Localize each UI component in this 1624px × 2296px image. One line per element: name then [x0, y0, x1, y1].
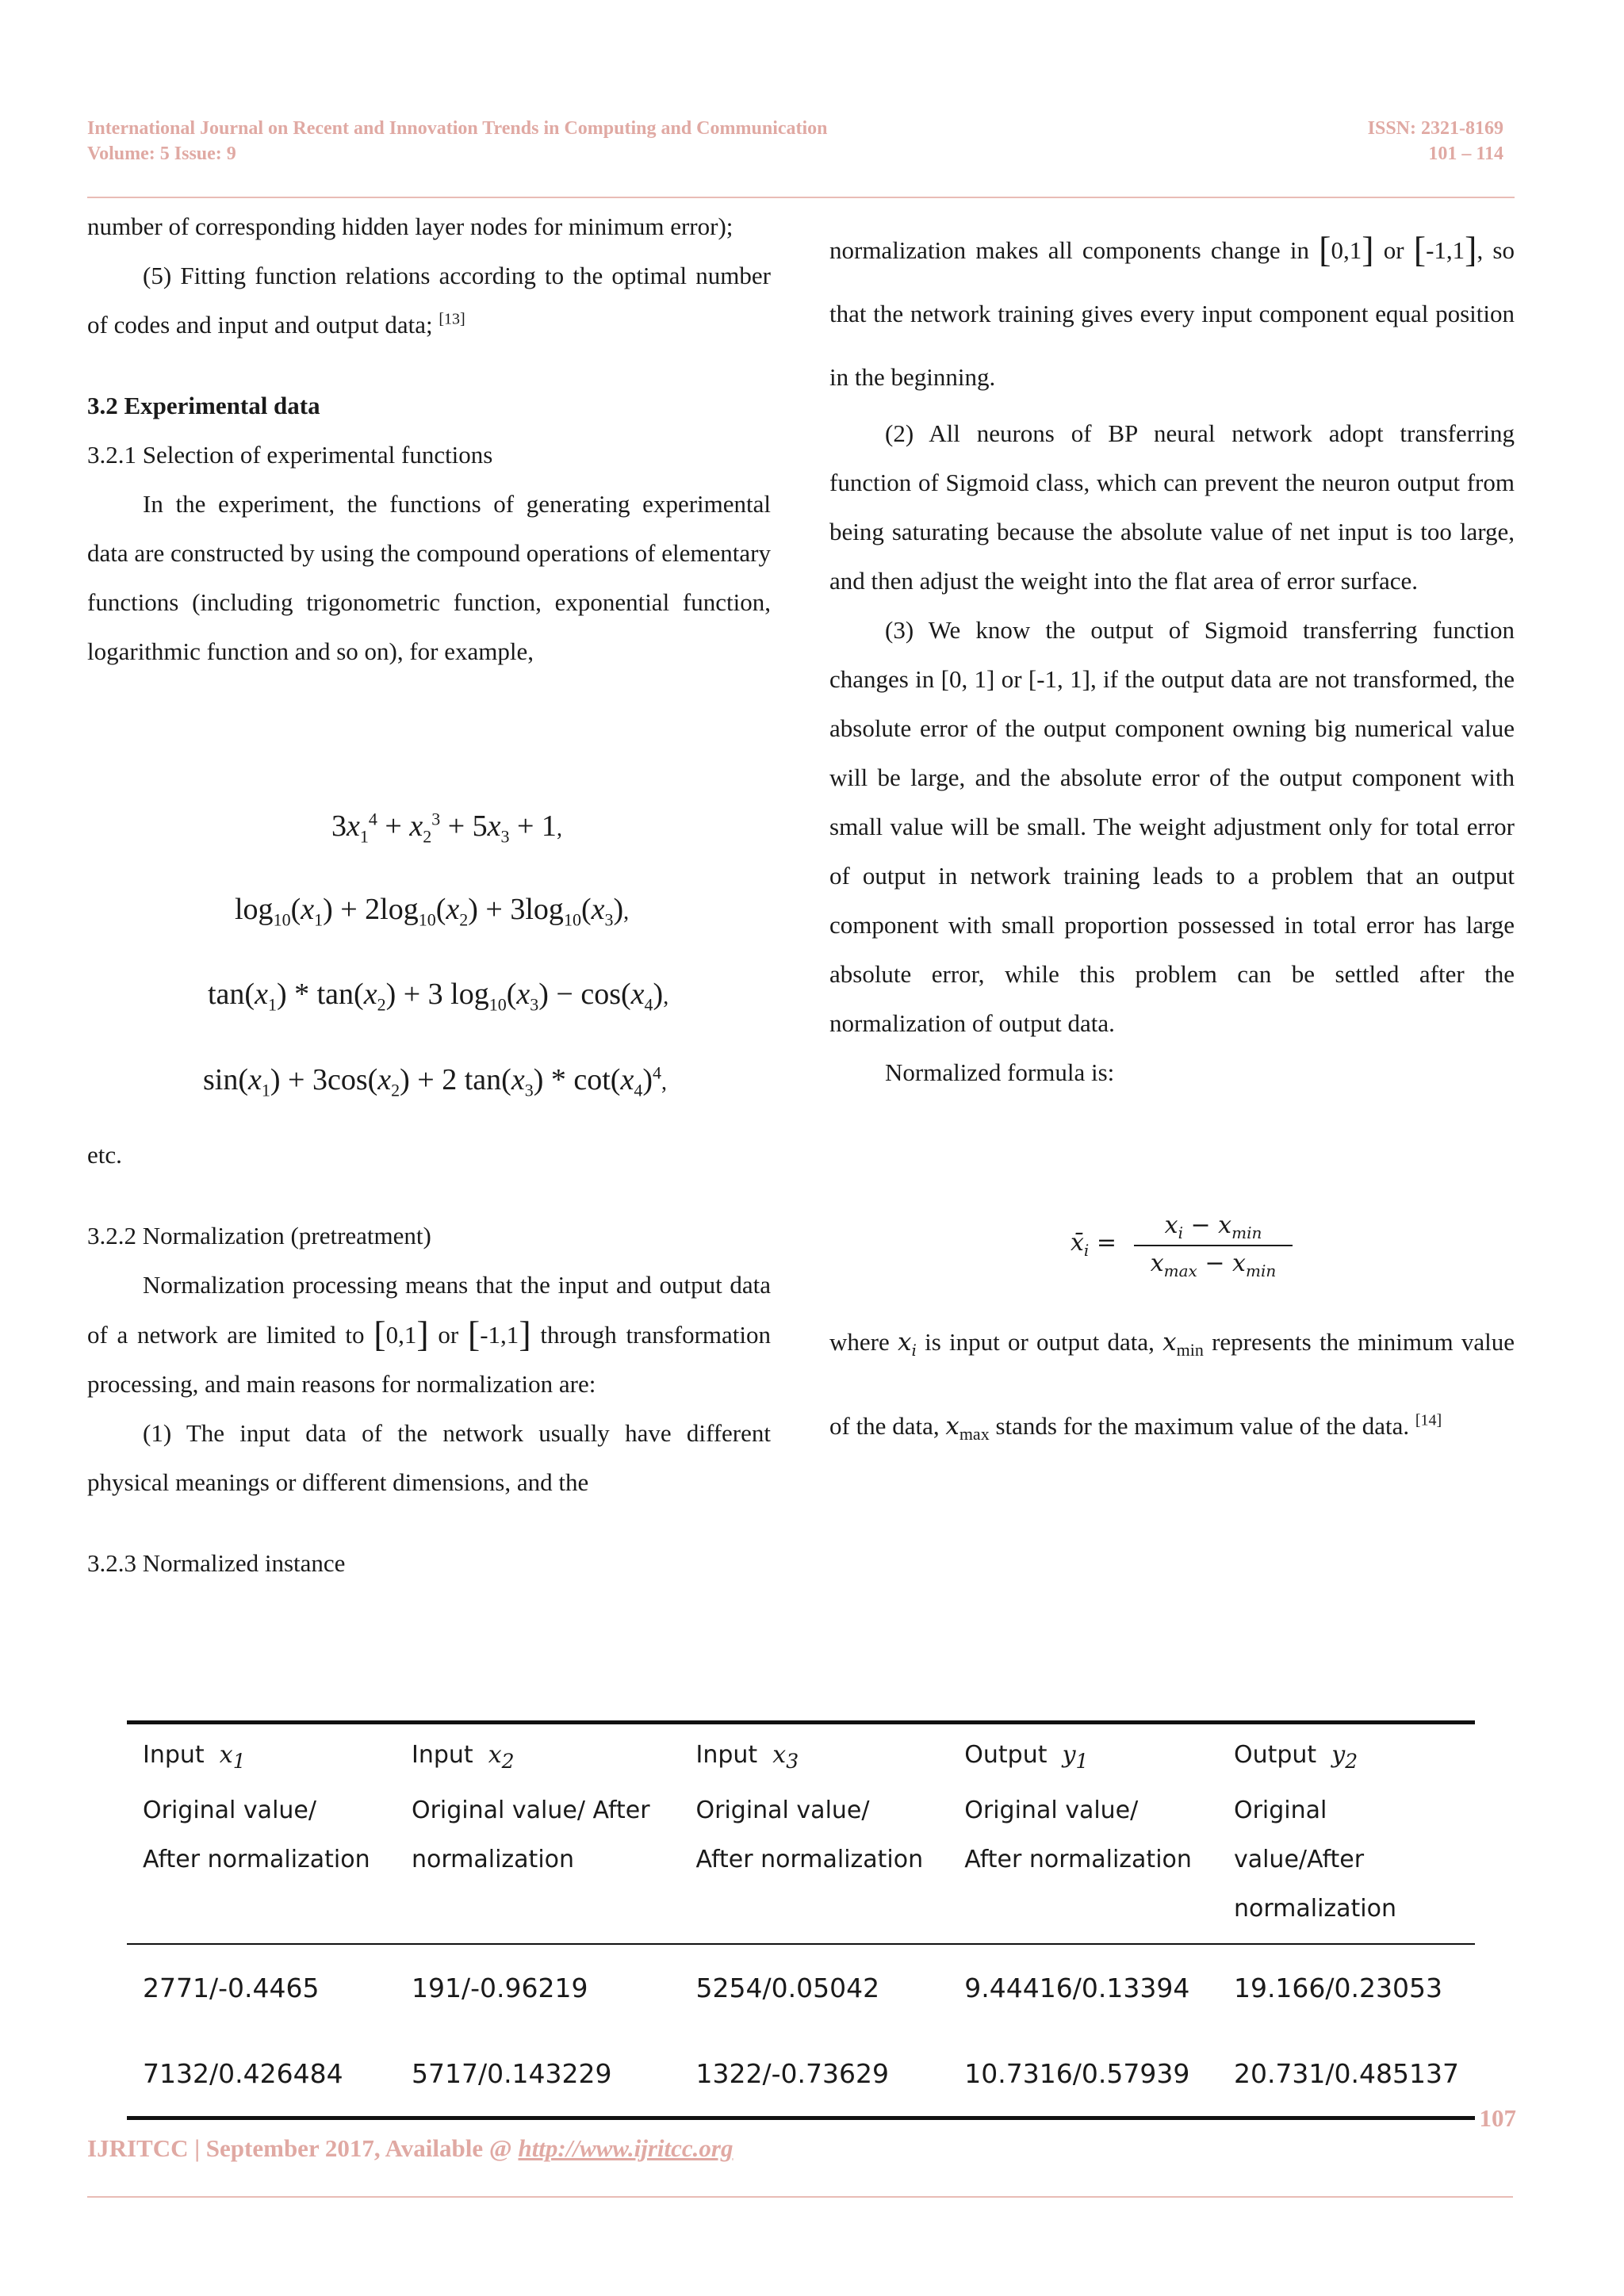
paragraph: (2) All neurons of BP neural network adopt transferring function of Sigmoid class, which can prevent the neuron output from being saturating because the absolute value of net input is too large, and then adjust the weight into the flat area of error surface. [829, 419, 1515, 595]
table-cell: 9.44416/0.13394 [964, 1972, 1190, 2003]
citation: [13] [439, 310, 465, 328]
table-cell: 7132/0.426484 [143, 2057, 343, 2089]
page-number: 107 [1479, 2104, 1516, 2132]
subsection-heading: 3.2.2 Normalization (pretreatment) [87, 1222, 431, 1249]
where-paragraph [829, 1304, 1515, 1472]
paragraph: (3) We know the output of Sigmoid transferring function changes in [0, 1] or [-1, 1], if the output data are not transformed, the absolute error of the output component owning big numerical value will be large, and the absolute error of the output component with small value will be small. The weight adjustment only for total error of output in network training leads to a problem that an output component with small proportion possessed in total error has large absolute error, while this problem can be settled after the normalization of output data. [829, 616, 1515, 1037]
table-cell: 20.731/0.485137 [1233, 2057, 1459, 2089]
footer-text: IJRITCC | September 2017, Available @ http://www.ijritcc.org [87, 2134, 733, 2162]
paragraph: (1) The input data of the network usually have different physical meanings or different dimensions, and the [87, 1419, 771, 1496]
table-row [127, 1944, 1475, 2030]
column-header: Input $x_1$ [143, 1741, 246, 1773]
volume-issue: Volume: 5 Issue: 9 [87, 144, 236, 164]
column-header: Output $y_1$ [964, 1741, 1089, 1773]
paragraph: In the experiment, the functions of generating experimental data are constructed by using the compound operations of elementary functions (including trigonometric function, exponential function, logarithmic function and so on), for example, [87, 490, 771, 665]
paragraph: Normalization processing means that the input and output data of a network are limited to [0,1] or [-1,1] through transformation processing, and main reasons for normalization are: [87, 1271, 772, 1398]
page-range: 101 – 114 [1428, 144, 1503, 164]
header-rule [87, 197, 1515, 198]
table-header-row [127, 1723, 1475, 1787]
table-row [127, 2030, 1475, 2118]
paragraph: normalization makes all components change in [0,1] or [-1,1], so that the network training gives every input component equal position in the beginning. [829, 229, 1515, 391]
normalized-instance-table [127, 1720, 1475, 2120]
citation: [14] [1415, 1411, 1442, 1429]
column-header: Input $x_3$ [695, 1741, 799, 1773]
left-column [87, 202, 771, 676]
column-header: Output $y_2$ [1233, 1741, 1358, 1773]
column-subheader: Original value/ After normalization [396, 1786, 680, 1944]
column-header: Input $x_2$ [411, 1741, 515, 1773]
right-column [829, 218, 1515, 1097]
left-column-lower [87, 1131, 771, 1588]
paragraph: Normalized formula is: [885, 1058, 1115, 1086]
table-cell: 5717/0.143229 [411, 2057, 612, 2089]
journal-title: International Journal on Recent and Innovation Trends in Computing and Communication [87, 118, 828, 139]
column-subheader: Original value/ After normalization [948, 1786, 1218, 1944]
table-cell: 19.166/0.23053 [1233, 1972, 1443, 2003]
equation-1: $3x_1^4 + x_2^3 + 5x_3 + 1$, [331, 809, 562, 847]
table-cell: 191/-0.96219 [411, 1972, 588, 2003]
paragraph: where $x_i$ is input or output data, $x_{min}$ represents the minimum value of the data, $x_{max}$ stands for the maximum value of the data. [14] [829, 1328, 1515, 1445]
subsection-heading: 3.2.3 Normalized instance [87, 1549, 346, 1577]
table-cell: 5254/0.05042 [695, 1972, 880, 2003]
equation-2: $\log_{10}(x_1) + 2\log_{10}(x_2) + 3\log_{10}(x_3)$, [235, 893, 630, 930]
paragraph: (5) Fitting function relations according to the optimal number of codes and input and output data; [13] [87, 262, 771, 339]
etc-text: etc. [87, 1141, 122, 1169]
column-subheader: Original value/ After normalization [680, 1786, 949, 1944]
table-cell: 10.7316/0.57939 [964, 2057, 1190, 2089]
column-subheader: Original value/ After normalization [127, 1786, 396, 1944]
subsection-heading: 3.2.1 Selection of experimental functions [87, 441, 493, 469]
equation-4: $\sin(x_1) + 3\cos(x_2) + 2$ $\tan(x_3) * \cot(x_4)^4$, [203, 1062, 667, 1100]
footer-link[interactable]: http://www.ijritcc.org [518, 2134, 733, 2162]
column-subheader: Original value/After normalization [1218, 1786, 1475, 1944]
table-cell: 1322/-0.73629 [695, 2057, 889, 2089]
equation-3: $\tan(x_1) * \tan(x_2) + 3$ $\log_{10}(x_3) - \cos(x_4)$, [208, 978, 669, 1015]
footer-rule [87, 2196, 1513, 2198]
table-cell: 2771/-0.4465 [143, 1972, 320, 2003]
section-heading: 3.2 Experimental data [87, 392, 320, 419]
table-subheader-row [127, 1786, 1475, 1944]
issn: ISSN: 2321-8169 [1367, 118, 1503, 139]
normalization-formula: $x̄_i$ = $x_i - x_{min}$ $x_{max} - x_{min}$ [1071, 1211, 1308, 1283]
paragraph: number of corresponding hidden layer nodes for minimum error); [87, 212, 733, 240]
